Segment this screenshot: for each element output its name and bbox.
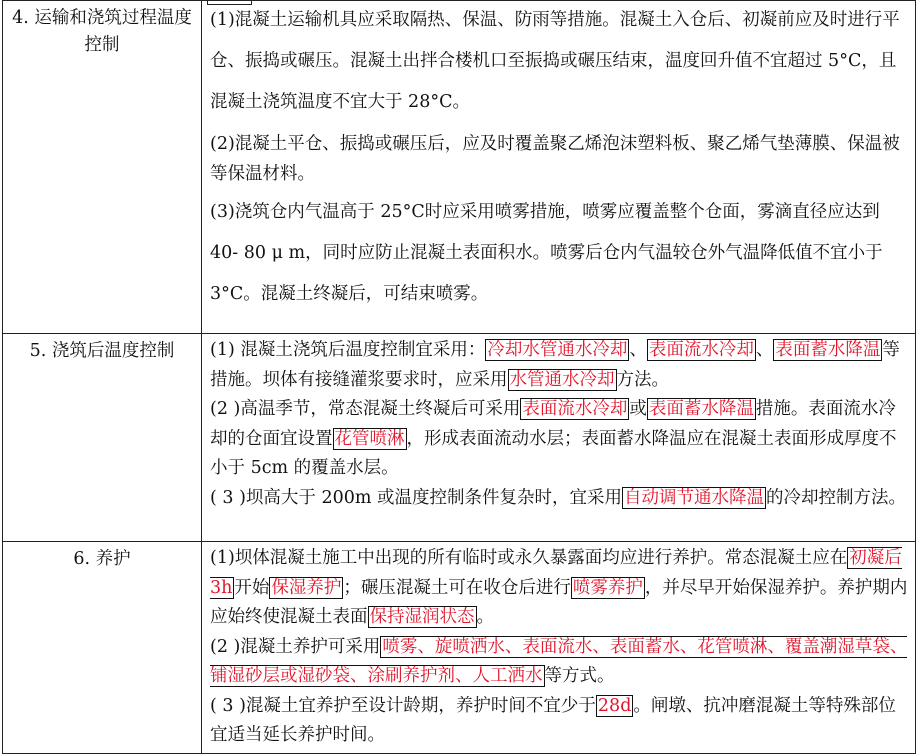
paragraph [210, 544, 909, 633]
paragraph [210, 692, 909, 751]
highlight-term: 28d [597, 695, 632, 716]
spec-table [2, 0, 916, 754]
text: 、 [755, 340, 774, 360]
highlight-term: 初凝后 3h [210, 548, 902, 598]
paragraph: (1)混凝土运输机具应采取隔热、保温、防雨等措施。混凝土入仓后、初凝前应及时进行平仓、振捣或碾压。混凝土出拌合楼机口至振捣或碾压结束，温度回升值不宜超过 5°C，且混凝土浇筑温度不宜大于 28°C。 [210, 10, 900, 112]
text: ( 3 )坝高大于 200m 或温度控制条件复杂时，宜采用 [210, 487, 623, 508]
text: 等措施。坝体有接缝灌浆要求时，应采用 [210, 340, 900, 390]
highlight-term: 表面流水冷却 [522, 399, 628, 419]
row-label: 4. 运输和浇筑过程温度控制 [3, 1, 202, 334]
highlight-term: 保持湿润状态 [369, 607, 475, 627]
text: (1) 混凝土浇筑后温度控制宜采用： [210, 340, 486, 360]
top-stub [207, 0, 252, 5]
paragraph [210, 484, 909, 514]
highlight-term: 表面蓄水降温 [648, 399, 754, 419]
highlight-term: 自动调节通水降温 [624, 487, 765, 508]
row-content [202, 334, 916, 542]
text: ，并尽早开始保湿养护。养护期内应始终使混凝土表面 [210, 577, 908, 627]
text: 。闸墩、抗冲磨混凝土等特殊部位宜适当延长养护时间。 [210, 695, 896, 745]
text: (1)坝体混凝土施工中出现的所有临时或永久暴露面均应进行养护。常态混凝土应在 [210, 548, 848, 568]
highlight-term: 表面蓄水降温 [775, 340, 881, 360]
highlight-term: 喷雾、旋喷洒水、表面流水、表面蓄水、花管喷淋、覆盖潮湿草袋、铺湿砂层或湿砂袋、涂刷养护剂、人工洒水 [210, 636, 908, 686]
highlight-term: 花管喷淋 [334, 428, 405, 449]
text: (2 )高温季节，常态混凝土终凝后可采用 [210, 399, 521, 419]
text: 措施。表面流水冷却的仓面宜设置 [210, 399, 896, 449]
row-content [202, 1, 916, 334]
text: 方法。 [616, 369, 669, 390]
text: 、 [629, 340, 647, 360]
row-label: 5. 浇筑后温度控制 [3, 334, 202, 542]
highlight-term: 表面流水冷却 [648, 340, 754, 360]
highlight-term: 保湿养护 [271, 577, 342, 598]
paragraph [210, 633, 909, 692]
text: ；碾压混凝土可在收仓后进行 [343, 577, 571, 598]
text: (2 )混凝土养护可采用 [210, 636, 381, 657]
table-row [3, 542, 916, 754]
paragraph: (3)浇筑仓内气温高于 25°C时应采用喷雾措施，喷雾应覆盖整个仓面，雾滴直径应达到 40- 80 μ m，同时应防止混凝土表面积水。喷雾后仓内气温较仓外气温降低值不宜小于 3°C。混凝土终凝后，可结束喷雾。 [210, 202, 883, 304]
row-content [202, 542, 916, 754]
highlight-term: 冷却水管通水冷却 [487, 340, 628, 360]
highlight-term: 喷雾养护 [572, 577, 643, 598]
text: 的冷却控制方法。 [766, 487, 907, 508]
text: 或 [629, 399, 647, 419]
paragraph [210, 395, 909, 484]
text: 。 [476, 607, 494, 627]
table-row [3, 334, 916, 542]
table-row [3, 1, 916, 334]
row-label: 6. 养护 [3, 542, 202, 754]
text: 等方式。 [544, 666, 615, 686]
paragraph: (2)混凝土平仓、振捣或碾压后，应及时覆盖聚乙烯泡沫塑料板、聚乙烯气垫薄膜、保温被等保温材料。 [210, 134, 900, 184]
paragraph [210, 336, 909, 395]
highlight-term: 水管通水冷却 [509, 369, 615, 390]
text: ( 3 )混凝土宜养护至设计龄期，养护时间不宜少于 [210, 695, 596, 716]
text: ，形成表面流动水层；表面蓄水降温应在混凝土表面形成厚度不小于 5cm 的覆盖水层。 [210, 428, 897, 478]
text: 开始 [234, 577, 270, 598]
